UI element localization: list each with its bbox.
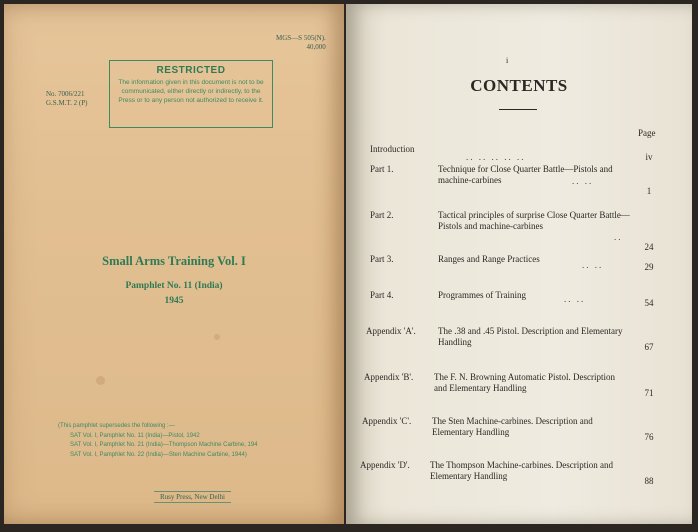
publication-year: 1945 xyxy=(164,296,184,306)
toc-title: Ranges and Range Practices xyxy=(438,254,540,264)
toc-label: Introduction xyxy=(370,144,415,154)
toc-title: Programmes of Training xyxy=(438,290,527,300)
toc-label: Part 4. xyxy=(370,290,394,300)
ref-code-line: G.S.M.T. 2 (P) xyxy=(46,99,88,107)
pamphlet-number: Pamphlet No. 11 (India) xyxy=(125,281,223,291)
restricted-title: RESTRICTED xyxy=(156,65,226,76)
contents-heading: CONTENTS xyxy=(470,76,568,95)
leader-dots: .. .. xyxy=(572,176,594,186)
stain-mark xyxy=(96,376,105,385)
toc-label: Part 1. xyxy=(370,164,394,174)
supersedes-intro: (This pamphlet supersedes the following :— xyxy=(58,423,175,429)
ref-no-line: No. 7006/221 xyxy=(46,90,85,98)
toc-page-number: iv xyxy=(645,152,653,162)
toc-page-number: 29 xyxy=(644,262,654,272)
toc-title: The Sten Machine-carbines. Description and Elementary Handling xyxy=(432,416,593,437)
stain-mark xyxy=(214,334,220,340)
toc-label: Appendix 'A'. xyxy=(366,326,416,336)
toc-title: Tactical principles of surprise Close Quarter Battle—Pistols and machine-carbines xyxy=(438,210,630,231)
toc-label: Appendix 'B'. xyxy=(364,372,414,382)
toc-page-number: 88 xyxy=(644,476,654,486)
supersedes-item: SAT Vol. I, Pamphlet No. 21 (India)—Thompson Machine Carbine, 194 xyxy=(70,442,258,448)
page-column-header: Page xyxy=(638,128,656,138)
cover-title: Small Arms Training Vol. I xyxy=(102,254,246,268)
supersedes-note xyxy=(58,422,350,460)
leader-dots: .. xyxy=(614,232,623,242)
toc-page-number: 67 xyxy=(644,342,654,352)
toc-title: The .38 and .45 Pistol. Description and Elementary Handling xyxy=(438,326,623,347)
leader-dots: .. .. xyxy=(564,294,586,304)
toc-title: Technique for Close Quarter Battle—Pistols and machine-carbines xyxy=(438,164,613,185)
toc-page-number: 24 xyxy=(644,242,654,252)
supersedes-item: SAT Vol. I, Pamphlet No. 11 (India)—Pistol, 1942 xyxy=(70,432,200,439)
restricted-stamp xyxy=(109,60,273,128)
heading-rule xyxy=(499,109,537,110)
toc-title: The F. N. Browning Automatic Pistol. Description and Elementary Handling xyxy=(434,372,616,393)
print-run: 40,000 xyxy=(306,43,326,51)
toc-page-number: 54 xyxy=(644,298,654,308)
toc-label: Part 3. xyxy=(370,254,394,264)
restricted-notice: The information given in this document is not to be communicated, either directly or indirectly, to the Press or to any person not authorized to receive it. xyxy=(118,79,264,104)
cover-page xyxy=(4,4,344,524)
toc-label: Appendix 'C'. xyxy=(362,416,412,426)
page-folio: i xyxy=(506,56,509,65)
toc-page-number: 76 xyxy=(644,432,654,442)
mgs-code: MGS—S 505(N). xyxy=(276,34,326,42)
toc-title: The Thompson Machine-carbines. Description and Elementary Handling xyxy=(430,460,614,481)
reference-number xyxy=(46,90,87,108)
supersedes-item: SAT Vol. I, Pamphlet No. 22 (India)—Sten Machine Carbine, 1944) xyxy=(70,451,247,458)
toc-label: Appendix 'D'. xyxy=(360,460,410,470)
printer-imprint: Rusy Press, New Delhi xyxy=(154,491,231,503)
toc-label: Part 2. xyxy=(370,210,394,220)
leader-dots: .. .. .. .. .. xyxy=(466,152,526,162)
toc-page-number: 71 xyxy=(644,388,654,398)
toc-page-number: 1 xyxy=(646,186,652,196)
print-code xyxy=(276,34,326,52)
contents-page xyxy=(346,4,692,524)
leader-dots: .. .. xyxy=(582,260,604,270)
